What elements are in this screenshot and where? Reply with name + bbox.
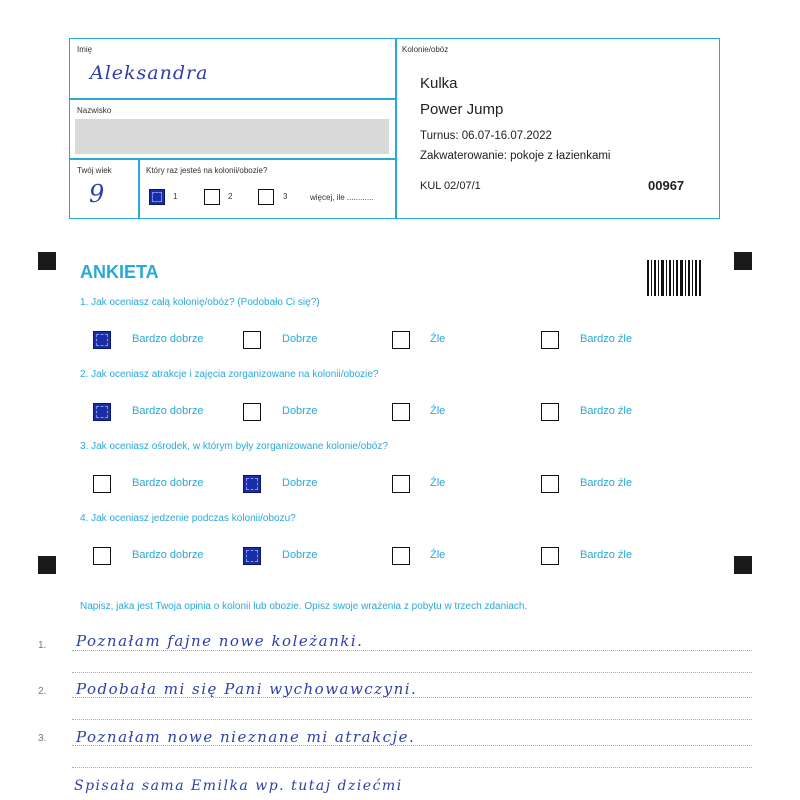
q4-option-4-label: Bardzo źle [580,549,632,561]
q1-option-2-checkbox[interactable] [243,331,261,349]
barcode-icon [647,260,701,296]
q1-option-3-label: Źle [430,333,446,345]
q2-option-3-checkbox[interactable] [392,403,410,421]
q1-option-4-label: Bardzo źle [580,333,632,345]
kolonie-code: KUL 02/07/1 [420,180,481,192]
survey-question-2: 2. Jak oceniasz atrakcje i zajęcia zorganizowane na kolonii/obozie? [80,369,379,380]
q4-option-2-label: Dobrze [282,549,318,561]
header-divider-vertical [395,38,397,219]
q2-option-4-checkbox[interactable] [541,403,559,421]
opinion-answer-1[interactable]: Poznałam fajne nowe koleżanki. [76,632,364,650]
turnus: Turnus: 06.07-16.07.2022 [420,130,552,142]
form-number: 00967 [648,178,685,193]
kolonie-label: Kolonie/obóz [402,45,449,54]
ktory-raz-label: Który raz jesteś na kolonii/obozie? [146,166,268,175]
opinion-line-number: 2. [38,686,47,697]
q3-option-4-checkbox[interactable] [541,475,559,493]
q3-option-2-label: Dobrze [282,477,318,489]
opinion-answer-3[interactable]: Poznałam nowe nieznane mi atrakcje. [76,728,416,746]
wiek-label: Twój wiek [77,166,112,175]
q3-option-1-label: Bardzo dobrze [132,477,204,489]
header-divider-3 [138,158,140,219]
wiek-value[interactable]: 9 [89,180,105,208]
kolonie-program: Power Jump [420,101,504,118]
q1-option-1-checkbox[interactable] [93,331,111,349]
q2-option-1-label: Bardzo dobrze [132,405,204,417]
alignment-marker-top-right [734,252,752,270]
q4-option-1-checkbox[interactable] [93,547,111,565]
q3-option-1-checkbox[interactable] [93,475,111,493]
signature-note: Spisała sama Emilka wp. tutaj dziećmi [74,778,403,794]
ktory-raz-1-checkbox[interactable] [149,189,165,205]
q1-option-1-label: Bardzo dobrze [132,333,204,345]
ktory-raz-2-label: 2 [228,192,233,201]
alignment-marker-bottom-right [734,556,752,574]
q1-option-3-checkbox[interactable] [392,331,410,349]
q4-option-4-checkbox[interactable] [541,547,559,565]
header-divider-1 [69,98,396,100]
nazwisko-redacted [75,119,389,154]
imie-label: Imię [77,45,93,54]
q4-option-3-label: Źle [430,549,446,561]
q4-option-2-checkbox[interactable] [243,547,261,565]
ktory-raz-1-label: 1 [173,192,178,201]
q3-option-2-checkbox[interactable] [243,475,261,493]
q1-option-2-label: Dobrze [282,333,318,345]
survey-question-1: 1. Jak oceniasz całą kolonię/obóz? (Podobało Ci się?) [80,297,320,308]
q4-option-3-checkbox[interactable] [392,547,410,565]
q2-option-3-label: Źle [430,405,446,417]
q3-option-4-label: Bardzo źle [580,477,632,489]
answer-line [72,745,752,746]
ktory-raz-2-checkbox[interactable] [204,189,220,205]
answer-line [72,719,752,720]
zakwaterowanie: Zakwaterowanie: pokoje z łazienkami [420,150,611,162]
wiecej-label: więcej, ile ............ [310,193,374,202]
opinion-line-number: 3. [38,733,47,744]
header-divider-2 [69,158,396,160]
survey-question-3: 3. Jak oceniasz ośrodek, w którym były zorganizowane kolonie/obóz? [80,441,388,452]
q1-option-4-checkbox[interactable] [541,331,559,349]
answer-line [72,650,752,651]
q2-option-2-label: Dobrze [282,405,318,417]
survey-question-4: 4. Jak oceniasz jedzenie podczas kolonii/obozu? [80,513,296,524]
alignment-marker-top-left [38,252,56,270]
opinion-answer-2[interactable]: Podobała mi się Pani wychowawczyni. [76,680,418,698]
kolonie-name: Kulka [420,75,458,92]
q4-option-1-label: Bardzo dobrze [132,549,204,561]
opinion-line-number: 1. [38,640,47,651]
opinion-prompt: Napisz, jaka jest Twoja opinia o kolonii lub obozie. Opisz swoje wrażenia z pobytu w trzech zdaniach. [80,601,528,612]
nazwisko-label: Nazwisko [77,106,112,115]
ktory-raz-3-label: 3 [283,192,288,201]
q3-option-3-label: Źle [430,477,446,489]
answer-line [72,767,752,768]
answer-line [72,697,752,698]
q2-option-4-label: Bardzo źle [580,405,632,417]
imie-value[interactable]: Aleksandra [90,62,209,84]
alignment-marker-bottom-left [38,556,56,574]
q3-option-3-checkbox[interactable] [392,475,410,493]
answer-line [72,672,752,673]
q2-option-2-checkbox[interactable] [243,403,261,421]
survey-title: ANKIETA [80,262,159,282]
q2-option-1-checkbox[interactable] [93,403,111,421]
ktory-raz-3-checkbox[interactable] [258,189,274,205]
